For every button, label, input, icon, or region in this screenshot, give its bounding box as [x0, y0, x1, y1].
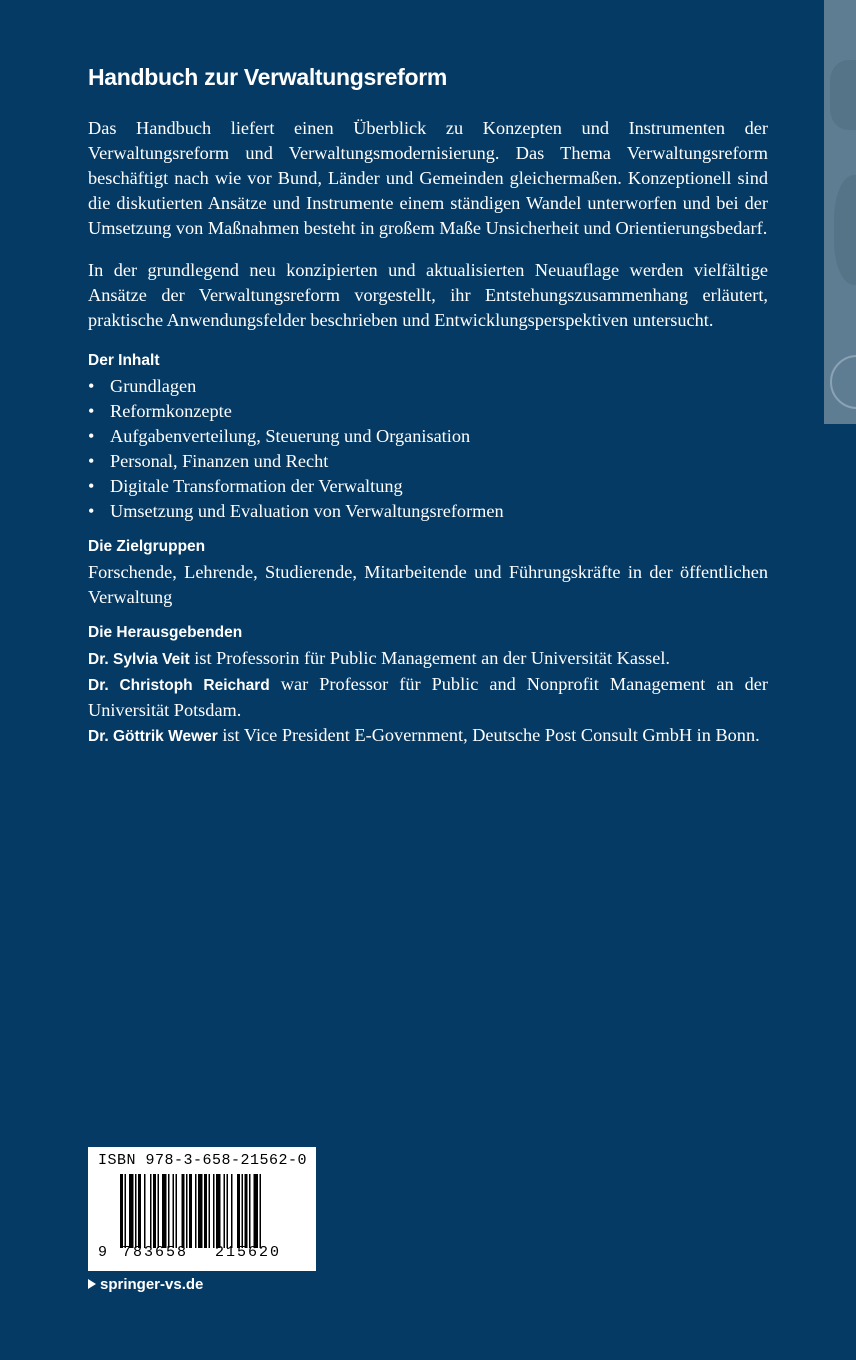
barcode-bar [209, 1174, 211, 1248]
section-heading-inhalt: Der Inhalt [88, 352, 160, 369]
bullet-icon: • [88, 401, 95, 421]
editor-name: Dr. Göttrik Wewer [88, 728, 218, 745]
barcode-lead-digit: 9 [98, 1244, 108, 1261]
barcode-bar [182, 1174, 185, 1248]
barcode-bar [138, 1174, 141, 1248]
editor-entry [88, 723, 768, 749]
barcode-bar [168, 1174, 170, 1248]
list-item [88, 424, 768, 449]
editor-description: war Professor für Public and Nonprofit Management an der Universität Potsdam. [88, 674, 769, 720]
barcode-bar [242, 1174, 244, 1248]
list-item [88, 449, 768, 474]
barcode-bar [173, 1174, 175, 1248]
barcode-bar [231, 1174, 233, 1248]
decoration-shape [830, 355, 856, 409]
list-item [88, 374, 768, 399]
bullet-icon: • [88, 476, 95, 496]
barcode-bar [245, 1174, 248, 1248]
barcode-bar [198, 1174, 203, 1248]
list-item-text: Digitale Transformation der Verwaltung [110, 476, 403, 496]
bullet-icon: • [88, 426, 95, 446]
editor-name: Dr. Christoph Reichard [88, 677, 270, 694]
decoration-shape [834, 175, 856, 285]
editor-name: Dr. Sylvia Veit [88, 651, 190, 668]
bullet-icon: • [88, 451, 95, 471]
barcode-bar [162, 1174, 167, 1248]
barcode-right-digits: 215620 [215, 1244, 282, 1261]
isbn-barcode-box [88, 1147, 316, 1271]
section-heading-zielgruppen: Die Zielgruppen [88, 538, 206, 555]
list-item [88, 399, 768, 424]
barcode-bar [150, 1174, 152, 1248]
barcode-bar [186, 1174, 188, 1248]
section-heading-herausgebende: Die Herausgebenden [88, 624, 243, 641]
contents-list [88, 374, 768, 524]
back-cover-text [88, 60, 768, 749]
editor-entry [88, 672, 768, 723]
list-item-text: Reformkonzepte [110, 401, 232, 421]
barcode-bar [249, 1174, 251, 1248]
barcode-bar [125, 1174, 127, 1248]
barcode-bar [237, 1174, 240, 1248]
editor-entry [88, 646, 768, 672]
list-item-text: Umsetzung und Evaluation von Verwaltungsreformen [110, 501, 504, 521]
book-title: Handbuch zur Verwaltungsreform [88, 64, 448, 90]
bullet-icon: • [88, 501, 95, 521]
publisher-link[interactable] [88, 1276, 203, 1293]
publisher-url: springer-vs.de [100, 1276, 204, 1293]
decoration-shape [830, 60, 856, 130]
barcode-bar [129, 1174, 134, 1248]
barcode-bar [158, 1174, 160, 1248]
barcode-bar [204, 1174, 207, 1248]
barcode-bar [260, 1174, 262, 1248]
barcode-bar [135, 1174, 137, 1248]
list-item-text: Personal, Finanzen und Recht [110, 451, 329, 471]
list-item-text: Grundlagen [110, 376, 197, 396]
list-item [88, 474, 768, 499]
list-item [88, 499, 768, 524]
bullet-icon: • [88, 376, 95, 396]
arrow-right-icon [88, 1279, 96, 1289]
editor-description: ist Professorin für Public Management an der Universität Kassel. [189, 648, 670, 668]
barcode-bar [254, 1174, 259, 1248]
list-item-text: Aufgabenverteilung, Steuerung und Organisation [110, 426, 471, 446]
description-paragraph: Das Handbuch liefert einen Überblick zu Konzepten und Instrumenten der Verwaltungsreform und Verwaltungsmodernisierung. Das Thema Verwaltungsreform beschäftigt nach wie vor Bund, Länder und Gemeinden gleichermaßen. Konzeptionell sind die diskutierten Ansätze und Instrumente einem ständigen Wandel unterworfen und bei der Umsetzung von Maßnahmen besteht in großem Maße Unsicherheit und Orientierungsbedarf. [88, 118, 768, 238]
barcode-bar [224, 1174, 226, 1248]
barcode-bar [144, 1174, 146, 1248]
isbn-label: ISBN 978-3-658-21562-0 [98, 1152, 308, 1169]
barcode-bar [213, 1174, 215, 1248]
barcode-bar [195, 1174, 197, 1248]
description-paragraph: In der grundlegend neu konzipierten und aktualisierten Neuauflage werden vielfältige Ansätze der Verwaltungsreform vorgestellt, ihr Entstehungszusammenhang erläutert, praktische Anwendungsfelder beschrieben und Entwicklungsperspektiven untersucht. [88, 260, 768, 330]
barcode-bar [176, 1174, 178, 1248]
barcode-left-digits: 783658 [122, 1244, 189, 1261]
cover-edge-decoration [824, 0, 856, 424]
barcode-bar [153, 1174, 156, 1248]
barcode-bar [216, 1174, 221, 1248]
barcode-icon [120, 1174, 306, 1248]
barcode-bar [120, 1174, 123, 1248]
barcode-bar [227, 1174, 229, 1248]
editor-description: ist Vice President E-Government, Deutsche Post Consult GmbH in Bonn. [217, 725, 760, 745]
barcode-bar [189, 1174, 192, 1248]
target-groups-text: Forschende, Lehrende, Studierende, Mitarbeitende und Führungskräfte in der öffentlichen Verwaltung [88, 562, 768, 607]
